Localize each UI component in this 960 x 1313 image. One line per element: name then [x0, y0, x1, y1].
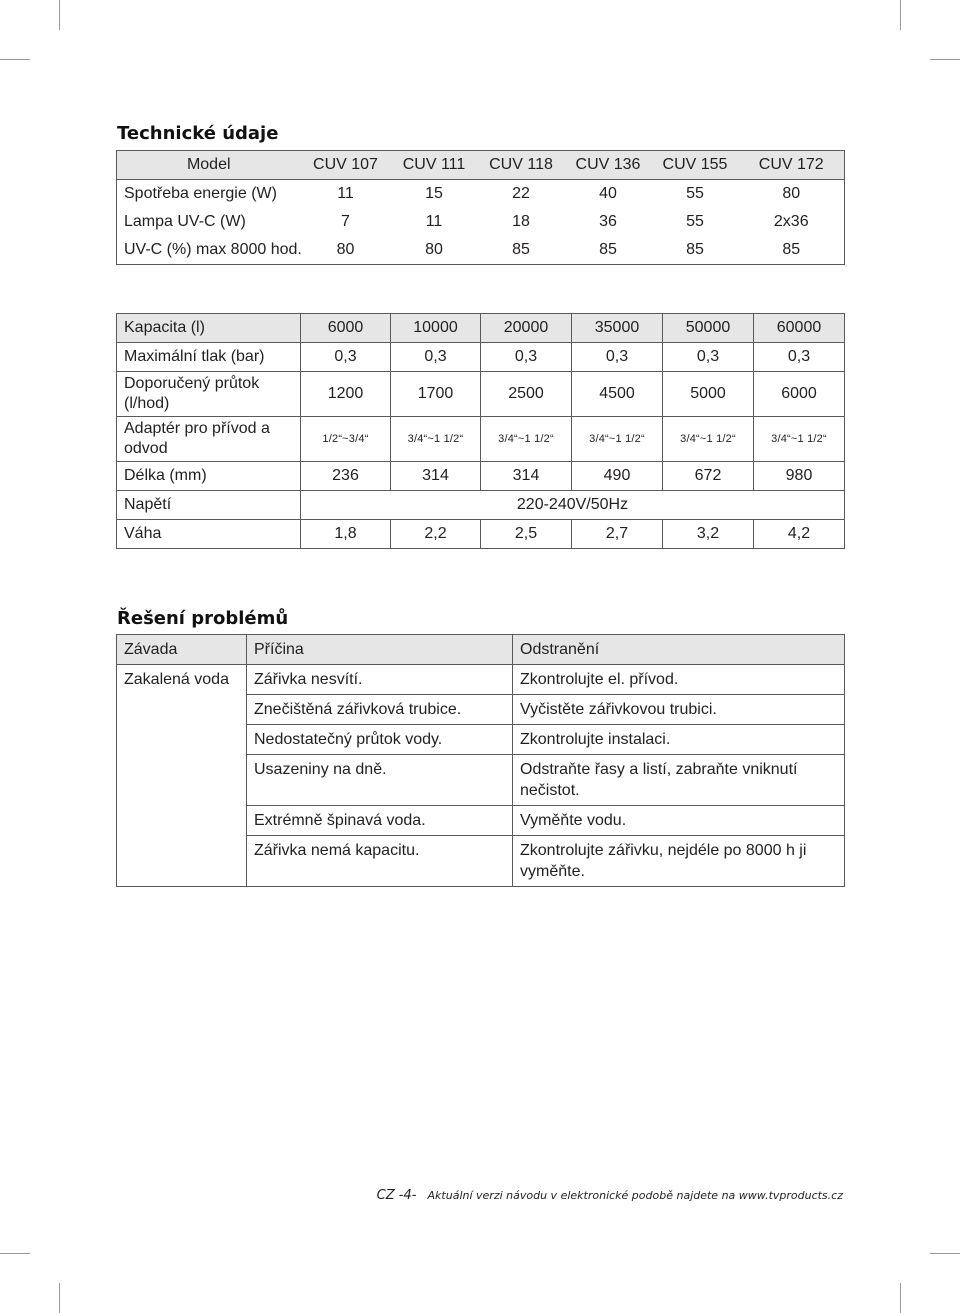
table-cell: 3,2 — [663, 520, 754, 549]
row-label: Spotřeba energie (W) — [117, 180, 301, 209]
table-cell: 0,3 — [754, 343, 845, 372]
table-row — [117, 208, 845, 236]
crop-mark — [930, 59, 960, 60]
footer-note: Aktuální verzi návodu v elektronické podobě najdete na www.tvproducts.cz — [427, 1189, 843, 1202]
voltage-value: 220-240V/50Hz — [301, 491, 845, 520]
table-cell: 2x36 — [739, 208, 845, 236]
table-cell: 85 — [478, 236, 565, 265]
defect-cell: Zakalená voda — [117, 665, 247, 887]
crop-mark — [900, 1283, 901, 1313]
table-cell: 11 — [425, 213, 443, 230]
table-cell: 672 — [663, 462, 754, 491]
table-cell: 80 — [301, 236, 391, 265]
table-cell: 85 — [652, 236, 739, 265]
header-cell: Odstranění — [513, 635, 845, 665]
table-cell: 2,2 — [391, 520, 481, 549]
table-row — [117, 491, 845, 520]
crop-mark — [59, 0, 60, 30]
cause-cell: Usazeniny na dně. — [247, 755, 513, 806]
row-label: Lampa UV-C (W) — [117, 208, 301, 236]
row-label: Kapacita (l) — [117, 314, 301, 343]
fix-cell: Zkontrolujte instalaci. — [513, 725, 845, 755]
header-cell: CUV 118 — [478, 151, 565, 180]
fix-cell: Vyměňte vodu. — [513, 806, 845, 836]
row-label: Maximální tlak (bar) — [117, 343, 301, 372]
cause-cell: Zářivka nemá kapacitu. — [247, 836, 513, 887]
table-cell: 1/2“~3/4“ — [301, 417, 391, 462]
table-cell: 55 — [686, 185, 704, 202]
page-number: CZ -4- — [376, 1188, 417, 1203]
spec-table-dimensions — [116, 313, 845, 549]
table-cell: 55 — [686, 213, 704, 230]
table-cell: 0,3 — [301, 343, 391, 372]
fix-cell: Odstraňte řasy a listí, zabraňte vniknutí nečistot. — [513, 755, 845, 806]
table-cell: 60000 — [754, 314, 845, 343]
table-row — [117, 665, 845, 695]
table-cell: 80 — [739, 180, 845, 209]
table-cell: 35000 — [572, 314, 663, 343]
cause-cell: Znečištěná zářivková trubice. — [247, 695, 513, 725]
row-label: UV-C (%) max 8000 hod. — [117, 236, 301, 265]
table-cell: 22 — [512, 185, 530, 202]
table-cell: 4500 — [572, 372, 663, 417]
crop-mark — [0, 59, 30, 60]
table-cell: 11 — [337, 185, 354, 202]
table-cell: 0,3 — [481, 343, 572, 372]
table-cell: 3/4“~1 1/2“ — [754, 417, 845, 462]
table-cell: 20000 — [481, 314, 572, 343]
table-row — [117, 462, 845, 491]
table-cell: 10000 — [391, 314, 481, 343]
crop-mark — [0, 1253, 30, 1254]
table-cell: 0,3 — [572, 343, 663, 372]
crop-mark — [900, 0, 901, 30]
table-cell: 1700 — [391, 372, 481, 417]
table-cell: 2,5 — [481, 520, 572, 549]
table-cell: 5000 — [663, 372, 754, 417]
table-row — [117, 314, 845, 343]
table-cell: 85 — [739, 236, 845, 265]
table-cell: 3/4“~1 1/2“ — [481, 417, 572, 462]
fix-cell: Zkontrolujte el. přívod. — [513, 665, 845, 695]
troubleshooting-table — [116, 634, 845, 887]
table-row — [117, 372, 845, 417]
table-cell: 2500 — [481, 372, 572, 417]
table-cell: 2,7 — [572, 520, 663, 549]
table-cell: 50000 — [663, 314, 754, 343]
table-cell: 3/4“~1 1/2“ — [572, 417, 663, 462]
header-cell: CUV 136 — [565, 151, 652, 180]
table-cell: 1200 — [301, 372, 391, 417]
section-title-troubleshooting: Řešení problémů — [117, 608, 289, 629]
table-cell: 36 — [599, 213, 617, 230]
table-header-row — [117, 151, 845, 180]
header-cell: CUV 107 — [301, 151, 391, 180]
table-row — [117, 343, 845, 372]
row-label: Váha — [117, 520, 301, 549]
table-cell: 6000 — [301, 314, 391, 343]
table-cell: 3/4“~1 1/2“ — [663, 417, 754, 462]
header-cell: Model — [117, 151, 301, 180]
cause-cell: Zářivka nesvítí. — [247, 665, 513, 695]
table-cell: 1,8 — [301, 520, 391, 549]
table-cell: 490 — [572, 462, 663, 491]
table-row — [117, 417, 845, 462]
table-cell: 3/4“~1 1/2“ — [391, 417, 481, 462]
header-cell: CUV 155 — [652, 151, 739, 180]
table-cell: 40 — [599, 185, 617, 202]
table-cell: 4,2 — [754, 520, 845, 549]
header-cell: CUV 111 — [391, 151, 478, 180]
header-cell: Závada — [117, 635, 247, 665]
table-cell: 6000 — [754, 372, 845, 417]
crop-mark — [59, 1283, 60, 1313]
fix-cell: Vyčistěte zářivkovou trubici. — [513, 695, 845, 725]
table-cell: 18 — [512, 213, 530, 230]
cause-cell: Extrémně špinavá voda. — [247, 806, 513, 836]
cause-cell: Nedostatečný průtok vody. — [247, 725, 513, 755]
table-cell: 0,3 — [663, 343, 754, 372]
row-label: Délka (mm) — [117, 462, 301, 491]
spec-table-power — [116, 150, 845, 265]
table-cell: 80 — [391, 236, 478, 265]
header-cell: CUV 172 — [739, 151, 845, 180]
section-title-technical: Technické údaje — [117, 123, 279, 144]
table-cell: 15 — [425, 185, 443, 202]
table-cell: 85 — [565, 236, 652, 265]
crop-mark — [930, 1253, 960, 1254]
row-label: Doporučený průtok (l/hod) — [117, 372, 301, 417]
row-label: Adaptér pro přívod a odvod — [117, 417, 301, 462]
table-cell: 314 — [481, 462, 572, 491]
page-footer — [377, 1184, 843, 1203]
table-row — [117, 520, 845, 549]
table-row — [117, 180, 845, 209]
table-header-row — [117, 635, 845, 665]
table-cell: 980 — [754, 462, 845, 491]
header-cell: Příčina — [247, 635, 513, 665]
table-cell: 0,3 — [391, 343, 481, 372]
table-cell: 236 — [301, 462, 391, 491]
table-cell: 7 — [341, 213, 350, 230]
row-label: Napětí — [117, 491, 301, 520]
table-cell: 314 — [391, 462, 481, 491]
fix-cell: Zkontrolujte zářivku, nejdéle po 8000 h ji vyměňte. — [513, 836, 845, 887]
table-row — [117, 236, 845, 265]
